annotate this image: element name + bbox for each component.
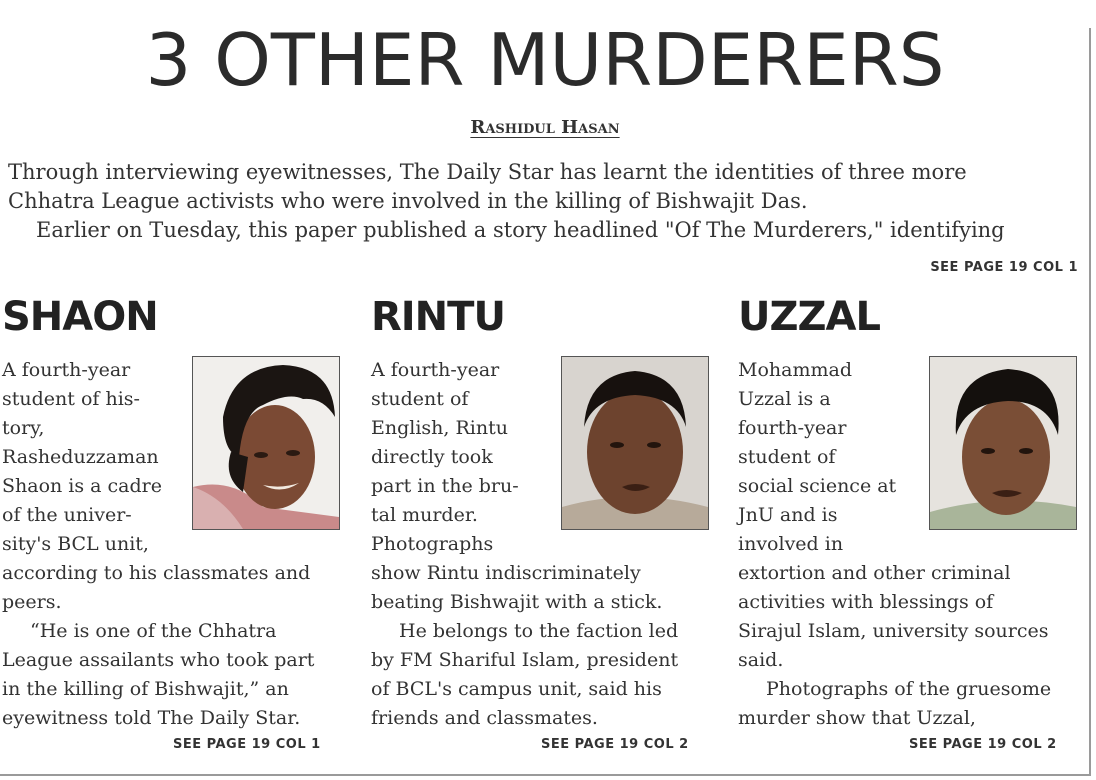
body-line: “He is one of the Chhatra xyxy=(30,620,277,642)
column-heading: RINTU xyxy=(371,294,505,340)
body-line: Photographs of the gruesome xyxy=(766,678,1052,700)
intro-continuation[interactable]: SEE PAGE 19 COL 1 xyxy=(930,260,1078,275)
body-line: He belongs to the faction led xyxy=(399,620,679,642)
body-line: part in the bru- xyxy=(371,475,519,497)
column-shaon xyxy=(2,290,352,760)
body-line: Photographs xyxy=(371,533,494,555)
body-line: English, Rintu xyxy=(371,417,508,439)
body-line: directly took xyxy=(371,446,493,468)
body-line: Uzzal is a xyxy=(738,388,831,410)
page-frame-bottom xyxy=(0,774,1091,776)
intro-paragraph xyxy=(8,158,1080,245)
byline: Rashidul Hasan xyxy=(470,117,620,138)
body-line: student of his- xyxy=(2,388,140,410)
body-line: peers. xyxy=(2,591,62,613)
body-line: League assailants who took part xyxy=(2,649,315,671)
column-heading: SHAON xyxy=(2,294,158,340)
body-line: Rasheduzzaman xyxy=(2,446,159,468)
body-line: show Rintu indiscriminately xyxy=(371,562,641,584)
page-frame-right xyxy=(1089,28,1091,776)
body-line: tal murder. xyxy=(371,504,478,526)
body-line: Shaon is a cadre xyxy=(2,475,162,497)
body-line: A fourth-year xyxy=(371,359,500,381)
body-line: social science at xyxy=(738,475,897,497)
body-line: of the univer- xyxy=(2,504,132,526)
article-body xyxy=(371,356,721,733)
body-line: said. xyxy=(738,649,784,671)
column-heading: UZZAL xyxy=(738,294,880,340)
body-line: involved in xyxy=(738,533,844,555)
body-line: activities with blessings of xyxy=(738,591,994,613)
body-line: according to his classmates and xyxy=(2,562,311,584)
body-line: friends and classmates. xyxy=(371,707,598,729)
column-continuation[interactable]: SEE PAGE 19 COL 2 xyxy=(541,737,689,752)
column-continuation[interactable]: SEE PAGE 19 COL 2 xyxy=(909,737,1057,752)
body-line: JnU and is xyxy=(738,504,838,526)
body-line: student of xyxy=(738,446,836,468)
body-line: tory, xyxy=(2,417,45,439)
column-continuation[interactable]: SEE PAGE 19 COL 1 xyxy=(173,737,321,752)
article-body xyxy=(738,356,1088,733)
body-line: fourth-year xyxy=(738,417,847,439)
column-uzzal xyxy=(738,290,1088,760)
body-line: eyewitness told The Daily Star. xyxy=(2,707,301,729)
body-line: student of xyxy=(371,388,469,410)
headline: 3 OTHER MURDERERS xyxy=(145,18,945,102)
body-line: murder show that Uzzal, xyxy=(738,707,976,729)
column-rintu xyxy=(371,290,721,760)
body-line: Sirajul Islam, university sources xyxy=(738,620,1049,642)
body-line: of BCL's campus unit, said his xyxy=(371,678,662,700)
body-line: in the killing of Bishwajit,” an xyxy=(2,678,289,700)
body-line: A fourth-year xyxy=(2,359,131,381)
body-line: Mohammad xyxy=(738,359,852,381)
body-line: beating Bishwajit with a stick. xyxy=(371,591,663,613)
body-line: sity's BCL unit, xyxy=(2,533,149,555)
article-body xyxy=(2,356,352,733)
body-line: extortion and other criminal xyxy=(738,562,1011,584)
intro-line: Chhatra League activists who were involved in the killing of Bishwajit Das. xyxy=(8,189,808,213)
intro-line: Through interviewing eyewitnesses, The Daily Star has learnt the identities of three more xyxy=(8,160,967,184)
body-line: by FM Shariful Islam, president xyxy=(371,649,679,671)
intro-line: Earlier on Tuesday, this paper published a story headlined "Of The Murderers," identifying xyxy=(36,218,1005,242)
